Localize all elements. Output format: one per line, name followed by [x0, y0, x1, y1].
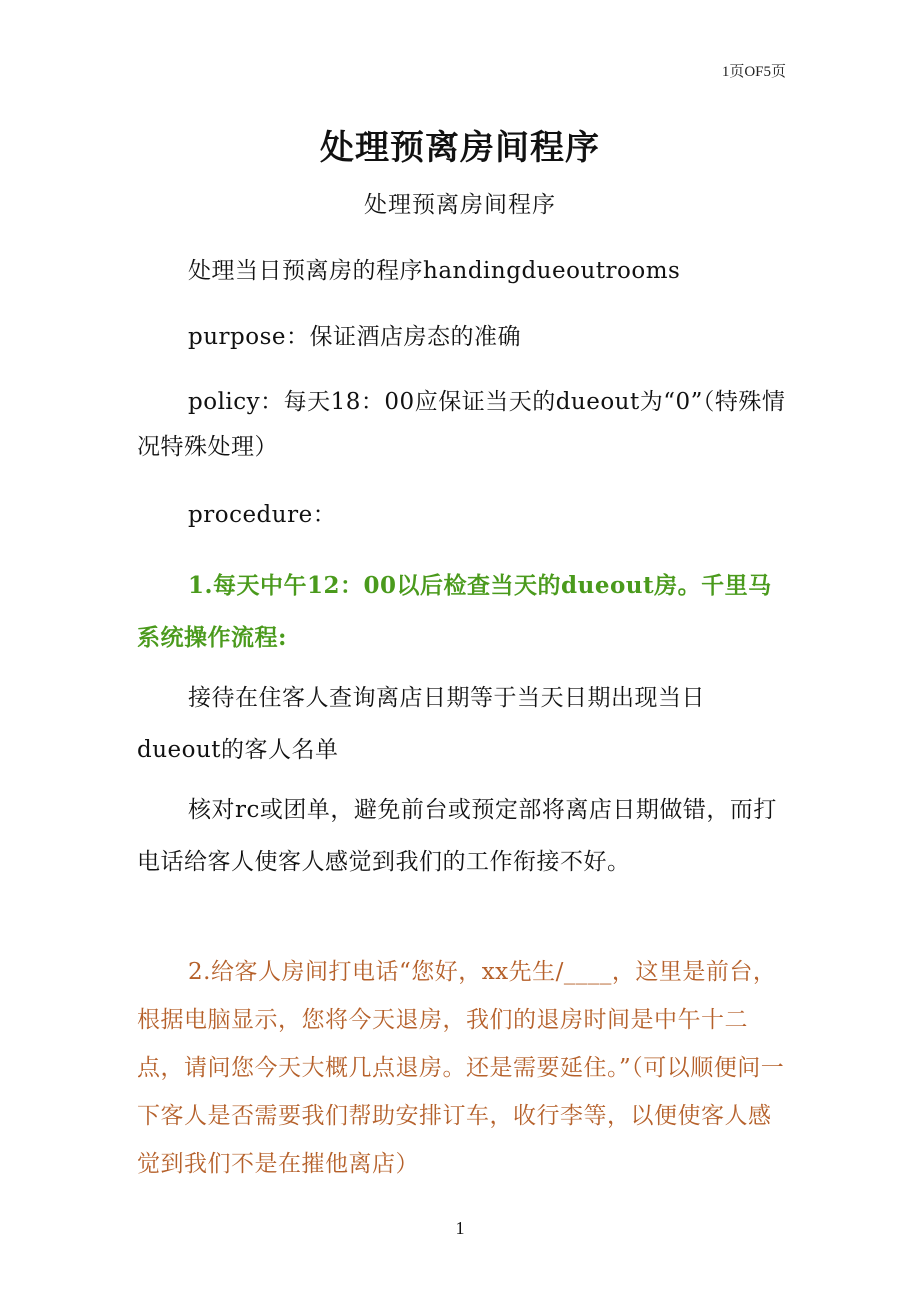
paragraph-procedure-name: 处理当日预离房的程序handingdueoutrooms: [188, 258, 681, 284]
paragraph-procedure-heading: procedure：: [188, 502, 337, 528]
page-counter: 1页OF5页: [721, 64, 786, 80]
paragraph-reception-query: 接待在住客人查询离店日期等于当天日期出现当日dueout的客人名单: [137, 685, 705, 763]
paragraph-step-two: 2.给客人房间打电话“您好，xx先生/____，这里是前台，根据电脑显示，您将今天退房，我们的退房时间是中午十二点，请问您今天大概几点退房。还是需要延住。”（可以顺便问一下客人是否需要我们帮助安排订车，收行李等，以便使客人感觉到我们不是在摧他离店）: [137, 959, 785, 1177]
paragraph-purpose: purpose：保证酒店房态的准确: [188, 324, 522, 350]
document-title: 处理预离房间程序: [320, 128, 600, 168]
paragraph-verify-rc: 核对rc或团单，避免前台或预定部将离店日期做错，而打电话给客人使客人感觉到我们的工作衔接不好。: [137, 797, 777, 875]
paragraph-policy: policy：每天18：00应保证当天的dueout为“0”（特殊情况特殊处理）: [137, 389, 786, 460]
paragraph-step-one: 1.每天中午12：00以后检查当天的dueout房。千里马系统操作流程:: [137, 572, 772, 651]
page-number: 1: [455, 1218, 465, 1238]
document-subtitle: 处理预离房间程序: [364, 192, 556, 218]
